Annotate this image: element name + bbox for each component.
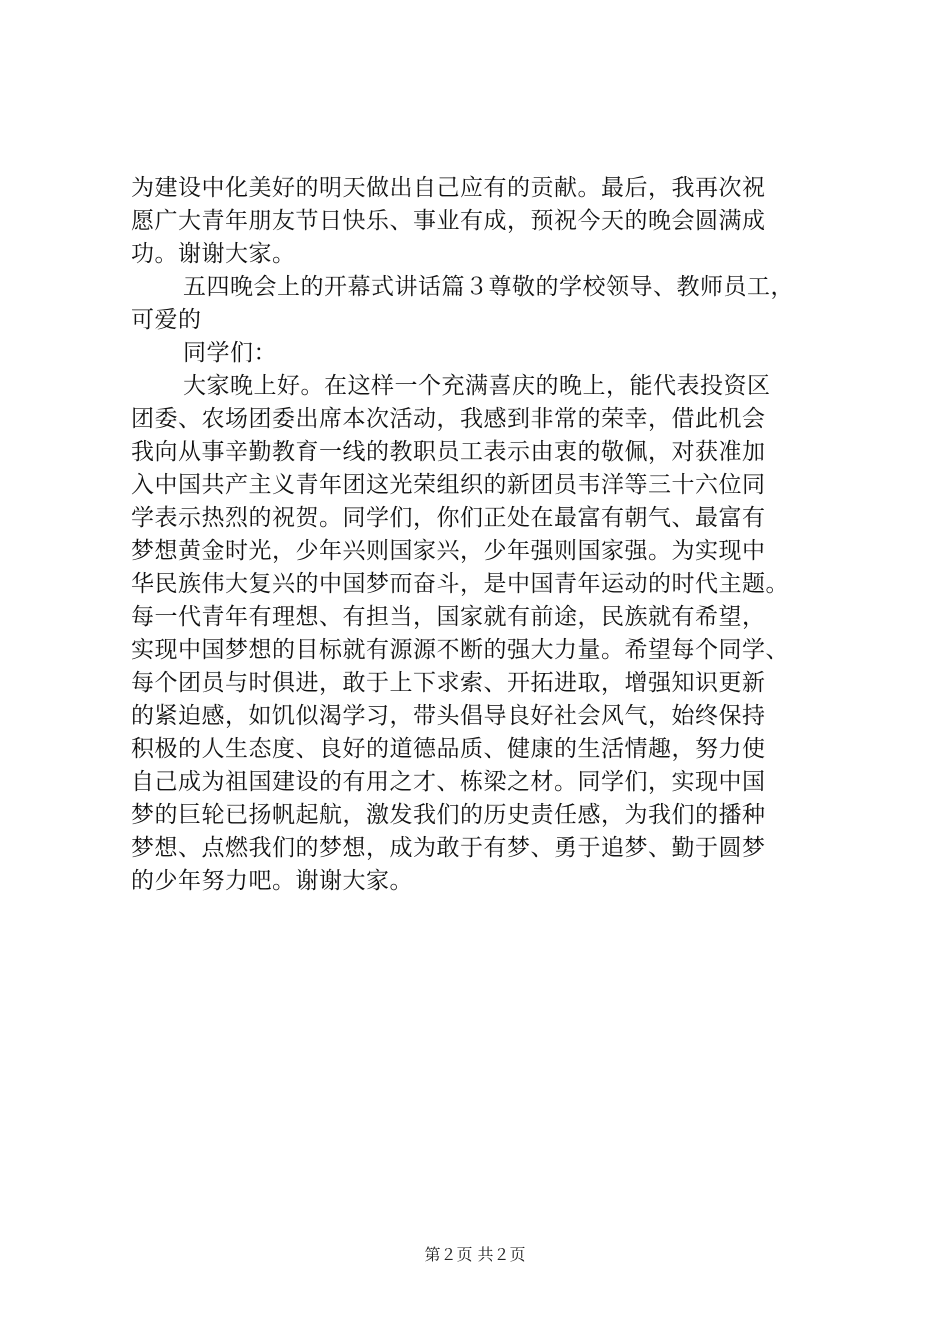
text-line: 我向从事辛勤教育一线的教职员工表示由衷的敬佩，对获准加 xyxy=(131,439,766,465)
text-line: 的紧迫感，如饥似渴学习，带头倡导良好社会风气，始终保持 xyxy=(131,703,766,729)
text-line: 每个团员与时俱进，敢于上下求索、开拓进取，增强知识更新 xyxy=(131,670,766,696)
text-line: 自己成为祖国建设的有用之才、栋梁之材。同学们，实现中国 xyxy=(131,769,766,795)
text-line: 梦的巨轮已扬帆起航，激发我们的历史责任感，为我们的播种 xyxy=(131,802,766,828)
text-line: 的少年努力吧。谢谢大家。 xyxy=(131,868,413,894)
text-line: 入中国共产主义青年团这光荣组织的新团员韦洋等三十六位同 xyxy=(131,472,766,498)
text-line: 为建设中化美好的明天做出自己应有的贡献。最后，我再次祝 xyxy=(131,175,766,201)
paragraph-start-line: 大家晚上好。在这样一个充满喜庆的晚上，能代表投资区 xyxy=(183,373,771,399)
salutation-line: 同学们： xyxy=(183,340,277,366)
text-line: 梦想、点燃我们的梦想，成为敢于有梦、勇于追梦、勤于圆梦 xyxy=(131,835,766,861)
text-line: 团委、农场团委出席本次活动，我感到非常的荣幸，借此机会 xyxy=(131,406,766,432)
text-line: 梦想黄金时光，少年兴则国家兴，少年强则国家强。为实现中 xyxy=(131,538,766,564)
text-line: 每一代青年有理想、有担当，国家就有前途，民族就有希望， xyxy=(131,604,766,630)
document-body xyxy=(131,172,831,898)
text-line: 华民族伟大复兴的中国梦而奋斗，是中国青年运动的时代主题。 xyxy=(131,571,789,597)
text-line: 功。谢谢大家。 xyxy=(131,241,296,267)
page-footer: 第２页 共２页 xyxy=(424,1245,526,1264)
text-line: 实现中国梦想的目标就有源源不断的强大力量。希望每个同学、 xyxy=(131,637,789,663)
text-line: 学表示热烈的祝贺。同学们，你们正处在最富有朝气、最富有 xyxy=(131,505,766,531)
text-line: 可爱的 xyxy=(131,307,202,333)
text-line: 积极的人生态度、良好的道德品质、健康的生活情趣，努力使 xyxy=(131,736,766,762)
text-line: 愿广大青年朋友节日快乐、事业有成，预祝今天的晚会圆满成 xyxy=(131,208,766,234)
section-heading-line: 五四晚会上的开幕式讲话篇３尊敬的学校领导、教师员工， xyxy=(183,274,794,300)
